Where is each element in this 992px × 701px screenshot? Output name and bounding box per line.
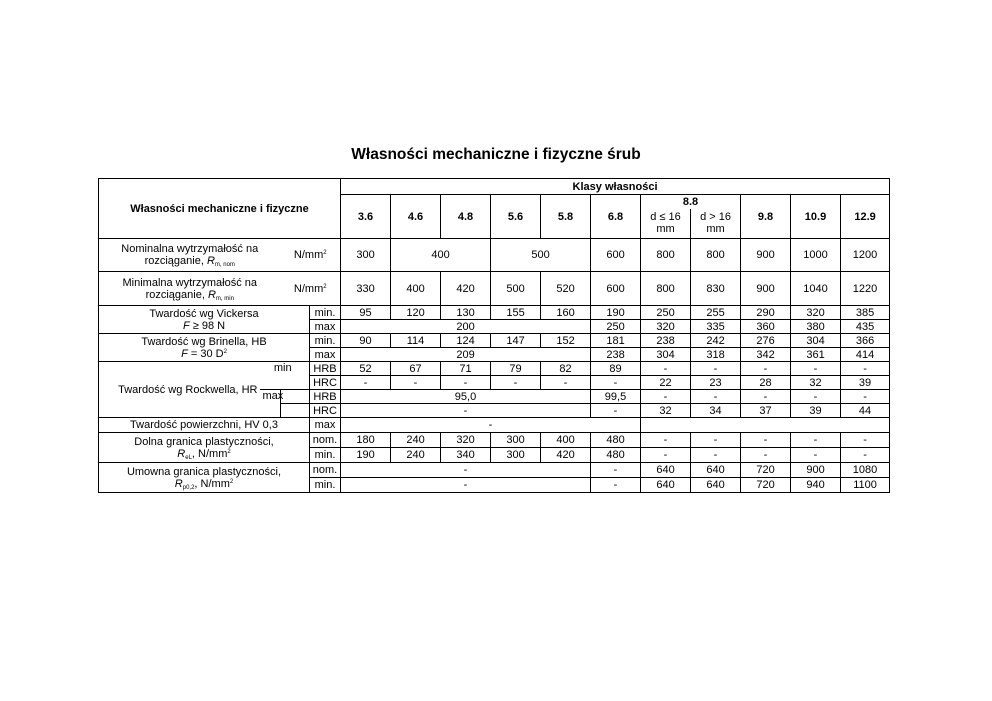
cell: 720 [741,478,791,493]
cell: 340 [441,448,491,463]
cell: 420 [441,272,491,306]
cell: - [741,433,791,448]
cell: 500 [491,239,591,272]
rm-symbol: R [206,255,215,267]
cell: 1100 [841,478,890,493]
rm-nom-label-line-1: Nominalna wytrzymałość na [121,243,259,255]
cell: 342 [741,348,791,362]
cell: 435 [841,320,890,334]
cell: 360 [741,320,791,334]
cell: - [341,376,391,390]
cell: 300 [341,239,391,272]
unit-sup: 2 [323,283,327,290]
cell: 22 [641,376,691,390]
cell: 190 [591,306,641,320]
cell: 366 [841,334,890,348]
cell: 480 [591,448,641,463]
cell: - [691,390,741,404]
cell: 250 [591,320,641,334]
cell: - [791,433,841,448]
cell: - [641,448,691,463]
cell: 414 [841,348,890,362]
cell: 52 [341,362,391,376]
cell: 99,5 [591,390,641,404]
rm-nom-text: rozciąganie, [144,255,207,267]
r-symbol: R [174,477,183,490]
mm-unit: mm [706,223,725,236]
rm-symbol: R [207,288,216,301]
class-4-6: 4.6 [391,195,441,239]
cell: 940 [791,478,841,493]
cell: - [391,376,441,390]
cell: - [791,448,841,463]
cell: 90 [341,334,391,348]
cell: - [341,478,591,493]
cell: 318 [691,348,741,362]
cell: - [341,418,641,433]
header-classes-label: Klasy własności [341,179,890,195]
rm-min-text: rozciąganie, [145,288,208,301]
class-6-8: 6.8 [591,195,641,239]
cell: 242 [691,334,741,348]
cell: 800 [641,272,691,306]
cell: - [591,404,641,418]
cell: 120 [391,306,441,320]
rockwell-hrc-label: HRC [310,376,341,390]
row-rel-nom [99,433,890,448]
brinell-sup: 2 [223,348,227,355]
class-5-6: 5.6 [491,195,541,239]
cell: 400 [391,239,491,272]
cell: 720 [741,463,791,478]
unit-sup: 2 [323,250,327,256]
cell: 640 [641,478,691,493]
cell: 830 [691,272,741,306]
spacer [281,404,310,418]
cell: - [341,463,591,478]
rel-sup: 2 [227,448,231,455]
cell: 155 [491,306,541,320]
cell: - [741,390,791,404]
cell: 147 [491,334,541,348]
row-vickers-min [99,306,890,320]
d-gt-16-label: d > 16 [700,211,731,224]
cell: - [591,376,641,390]
rm-nom-label [99,239,281,272]
cell: 190 [341,448,391,463]
rm-nom-subscript: m, nom [214,262,235,268]
cell: 181 [591,334,641,348]
cell: 1080 [841,463,890,478]
cell: - [741,448,791,463]
cell: - [741,362,791,376]
cell: 335 [691,320,741,334]
cell: 1200 [841,239,890,272]
cell: 34 [691,404,741,418]
cell: 330 [341,272,391,306]
cell: 300 [491,433,541,448]
rel-unit: , N/mm [191,447,228,460]
cell: - [341,404,591,418]
cell: - [691,433,741,448]
cell: 180 [341,433,391,448]
cell: 32 [641,404,691,418]
cell: 238 [591,348,641,362]
cell: 1000 [791,239,841,272]
cell: 240 [391,448,441,463]
cell: 361 [791,348,841,362]
row-brinell-min [99,334,890,348]
rm-min-label [99,272,281,306]
cell: 385 [841,306,890,320]
mm-unit: mm [656,223,675,236]
rel-label [99,433,310,463]
cell: 900 [791,463,841,478]
rockwell-max-label: max [260,390,281,418]
cell: 640 [691,463,741,478]
cell: 380 [791,320,841,334]
page-title: Własności mechaniczne i fizyczne śrub [351,146,641,163]
class-3-6: 3.6 [341,195,391,239]
class-8-8: 8.8 [641,195,741,209]
rel-nom-label: nom. [310,433,341,448]
cell: 152 [541,334,591,348]
cell: - [591,463,641,478]
rockwell-hrc-label: HRC [310,404,341,418]
cell: 640 [641,463,691,478]
cell: - [641,390,691,404]
cell: 130 [441,306,491,320]
rm-min-subscript: m, min [215,295,234,302]
rp02-subscript: p0,2 [182,484,195,491]
cell: 900 [741,272,791,306]
cell: 320 [641,320,691,334]
cell: - [641,433,691,448]
header-properties-label: Własności mechaniczne i fizyczne [99,179,341,239]
empty-cell [641,418,890,433]
cell: - [841,390,890,404]
rockwell-min-label: min [260,362,310,390]
class-12-9: 12.9 [841,195,890,239]
cell: 95 [341,306,391,320]
rp02-label-line-1: Umowna granica plastyczności, [126,465,282,478]
spacer [281,390,310,404]
header-row-1 [99,179,890,195]
class-9-8: 9.8 [741,195,791,239]
cell: 32 [791,376,841,390]
rp02-nom-label: nom. [310,463,341,478]
rp02-sup: 2 [229,478,234,485]
cell: 250 [641,306,691,320]
row-rm-min [99,272,890,306]
vickers-label-line-2 [99,320,309,332]
cell: 420 [541,448,591,463]
cell: 500 [491,272,541,306]
vickers-label-line-1: Twardość wg Vickersa [149,307,259,320]
cell: 28 [741,376,791,390]
rm-min-label-line-2 [99,289,281,301]
cell: 209 [341,348,591,362]
brinell-label-line-1: Twardość wg Brinella, HB [141,335,267,348]
f-symbol: F [182,319,190,332]
cell: 39 [841,376,890,390]
cell: - [791,390,841,404]
rel-min-label: min. [310,448,341,463]
row-rm-nom [99,239,890,272]
class-5-8: 5.8 [541,195,591,239]
vickers-min-label: min. [310,306,341,320]
cell: 1040 [791,272,841,306]
cell: 23 [691,376,741,390]
cell: 600 [591,239,641,272]
cell: 800 [691,239,741,272]
cell: 114 [391,334,441,348]
cell: 800 [641,239,691,272]
cell: 67 [391,362,441,376]
row-rockwell-min-hrb [99,362,890,376]
cell: - [591,478,641,493]
r-symbol: R [177,447,186,460]
cell: 95,0 [341,390,591,404]
rm-nom-unit [281,239,341,272]
surface-max-label: max [310,418,341,433]
cell: 480 [591,433,641,448]
cell: 200 [341,320,591,334]
cell: - [691,448,741,463]
cell: 320 [441,433,491,448]
rp02-min-label: min. [310,478,341,493]
cell: 320 [791,306,841,320]
cell: 79 [491,362,541,376]
rel-label-line-2 [99,448,309,460]
class-8-8-d-gt-16 [691,209,741,239]
rel-label-line-1: Dolna granica plastyczności, [134,435,274,448]
cell: 89 [591,362,641,376]
rockwell-hrb-label: HRB [310,362,341,376]
cell: 255 [691,306,741,320]
brinell-min-label: min. [310,334,341,348]
unit-text: N/mm [293,249,324,261]
cell: 276 [741,334,791,348]
cell: 44 [841,404,890,418]
cell: 400 [541,433,591,448]
cell: - [791,362,841,376]
rp02-label-line-2 [99,478,309,490]
mechanical-properties-table [98,178,890,493]
rockwell-label: Twardość wg Rockwella, HR [99,362,260,418]
rp02-label [99,463,310,493]
cell: 82 [541,362,591,376]
f-symbol: F [181,347,188,360]
brinell-label-line-2 [99,348,309,360]
cell: 300 [491,448,541,463]
cell: - [691,362,741,376]
rp02-unit: , N/mm [194,477,230,490]
cell: 238 [641,334,691,348]
class-10-9: 10.9 [791,195,841,239]
cell: 1220 [841,272,890,306]
rm-min-unit [281,272,341,306]
brinell-label [99,334,310,362]
class-8-8-d-le-16 [641,209,691,239]
cell: 71 [441,362,491,376]
cell: - [441,376,491,390]
cell: 400 [391,272,441,306]
d-le-16-label: d ≤ 16 [650,211,681,224]
cell: 240 [391,433,441,448]
cell: - [491,376,541,390]
cell: - [841,362,890,376]
class-4-8: 4.8 [441,195,491,239]
rm-nom-label-line-2 [99,255,281,267]
rockwell-hrb-label: HRB [310,390,341,404]
vickers-label [99,306,310,334]
rel-subscript: eL [185,454,192,461]
cell: 37 [741,404,791,418]
cell: 39 [791,404,841,418]
cell: - [541,376,591,390]
cell: 304 [641,348,691,362]
vickers-force: ≥ 98 N [189,319,226,332]
cell: 304 [791,334,841,348]
cell: 900 [741,239,791,272]
brinell-force: = 30 D [187,347,224,360]
cell: 290 [741,306,791,320]
vickers-max-label: max [310,320,341,334]
cell: 600 [591,272,641,306]
row-rp02-nom [99,463,890,478]
cell: - [641,362,691,376]
unit-text: N/mm [293,282,324,295]
cell: 160 [541,306,591,320]
rm-min-label-line-1: Minimalna wytrzymałość na [122,276,257,289]
cell: 520 [541,272,591,306]
row-surface-hardness [99,418,890,433]
cell: 640 [691,478,741,493]
brinell-max-label: max [310,348,341,362]
cell: - [841,448,890,463]
surface-label: Twardość powierzchni, HV 0,3 [99,418,310,433]
cell: - [841,433,890,448]
cell: 124 [441,334,491,348]
